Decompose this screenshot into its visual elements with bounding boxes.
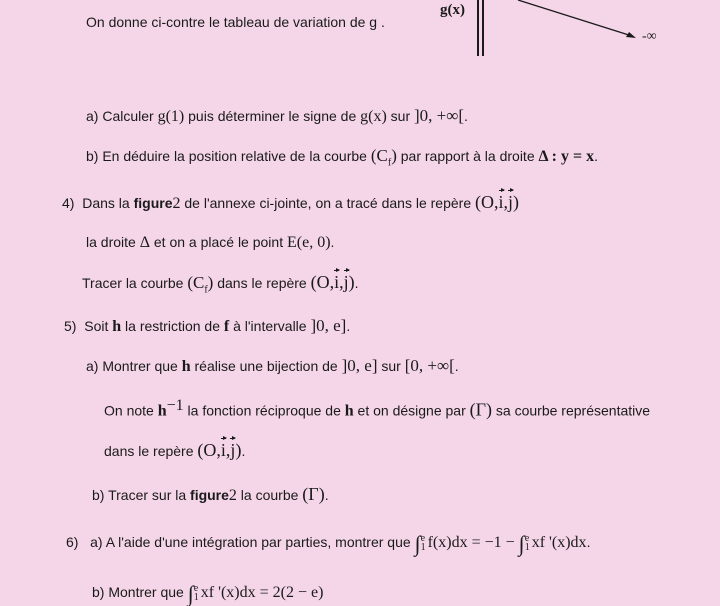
q5a-interval2: [0, +∞[ <box>404 356 455 375</box>
q5a-middle: réalise une bijection de <box>190 358 342 374</box>
q5a-prefix: a) Montrer que <box>86 358 182 374</box>
q5-rep-end: . <box>241 443 246 459</box>
question-6b <box>92 582 323 604</box>
q4-curve: (C <box>187 273 205 292</box>
q5-middle: la restriction de <box>121 318 224 334</box>
q4-delta: Δ <box>139 234 150 251</box>
q4-line2-middle: et on a placé le point <box>150 234 287 250</box>
q6b-prefix: b) Montrer que <box>92 584 188 600</box>
q5a-sur: sur <box>377 358 405 374</box>
q3b-end: . <box>594 148 598 164</box>
q5-gamma: (Γ) <box>469 399 493 420</box>
q4-line2-prefix: la droite <box>86 234 140 250</box>
question-4 <box>62 192 519 214</box>
q3b-prefix: b) En déduire la position relative de la courbe <box>86 148 371 164</box>
q5-f: f <box>223 318 230 335</box>
int-lower-1: 1 <box>420 542 426 554</box>
integral-sign-1: ∫ <box>414 531 421 556</box>
q4-middle: de l'annexe ci-jointe, on a tracé dans le repère <box>180 195 476 211</box>
q5-h: h <box>112 318 122 335</box>
variation-arrow <box>430 0 720 60</box>
q3a-sur: sur <box>386 108 415 124</box>
q5b-figure-num: 2 <box>228 487 237 504</box>
question-5 <box>64 316 350 337</box>
q5-note-prefix: On note <box>104 402 158 419</box>
q4-frame-close: ) <box>513 192 520 212</box>
q4-frame-j: j <box>508 192 514 212</box>
question-5b: b) Tracer sur la figure2 la courbe (Γ). <box>92 484 329 504</box>
q4-number: 4) <box>62 195 75 211</box>
int-upper-1: e <box>420 533 426 545</box>
q3b-curve: (C <box>370 146 388 165</box>
q3b-middle: par rapport à la droite <box>396 148 539 164</box>
q4-prefix: Dans la <box>82 195 134 211</box>
q3b-curve-sub: f <box>387 157 392 169</box>
q5-note-end: sa courbe représentative <box>492 402 651 419</box>
q3a-middle: puis déterminer le signe de <box>184 108 361 124</box>
q3b-line: Δ : y = x <box>538 148 595 165</box>
q5a-interval1: ]0, e] <box>341 356 378 375</box>
q5-note-middle: la fonction réciproque de <box>183 402 345 419</box>
intro-sentence: On donne ci-contre le tableau de variation de g . <box>86 14 385 30</box>
q3a-interval: ]0, +∞[ <box>414 106 465 125</box>
q5-hinv: h <box>157 402 167 420</box>
q3a-end: . <box>464 108 468 124</box>
q6b-formula: xf '(x)dx = 2(2 − e) <box>200 584 324 601</box>
integral-limits-1 <box>421 534 426 552</box>
question-5-repere: dans le repère (O,i,j). <box>104 440 246 460</box>
integral-sign-3: ∫ <box>187 581 194 606</box>
q5b-figure: figure <box>190 487 229 503</box>
question-3a <box>86 106 468 127</box>
q5-end: . <box>346 318 351 334</box>
q4-frame-sep: , <box>503 192 509 212</box>
q3a-gx: g(x) <box>360 108 387 125</box>
q4-frame-o: (O, <box>475 192 499 212</box>
q5b-middle: la courbe <box>236 487 303 503</box>
q4-curve-sub: f <box>204 284 208 296</box>
q3a-prefix: a) Calculer <box>86 108 158 124</box>
integral-sign-2: ∫ <box>518 531 525 556</box>
q3a-g1: g(1) <box>157 108 185 125</box>
q4-frame-i: i <box>498 192 504 212</box>
q5-prefix: Soit <box>84 318 113 334</box>
question-6a <box>66 532 590 554</box>
table-label: g(x) <box>440 2 465 18</box>
question-3b <box>86 146 598 173</box>
q5b-end: . <box>324 487 329 503</box>
variation-table <box>430 0 720 60</box>
intro-text <box>86 12 385 32</box>
q6a-end: . <box>586 534 591 550</box>
q3b-curve-close: ) <box>391 146 397 165</box>
question-5a: a) Montrer que h réalise une bijection de ]0, e] sur [0, +∞[. <box>86 356 459 375</box>
q4-line3-end: . <box>354 275 359 291</box>
q5-note-middle2: et on désigne par <box>353 402 470 419</box>
q4-figure: figure <box>133 195 173 211</box>
q5-hinv-sup: −1 <box>166 397 184 414</box>
q6-number: 6) <box>66 534 79 550</box>
q5-rep-prefix: dans le repère <box>104 443 198 459</box>
q5b-prefix: b) Tracer sur la <box>92 487 191 503</box>
q5-interval: ]0, e] <box>310 316 347 335</box>
q4-line3-prefix: Tracer la courbe <box>82 275 188 291</box>
q4-line2-end: . <box>330 234 335 250</box>
question-4-line3: Tracer la courbe $(C_f)$ dans le repère (O,i,j). <box>82 272 359 296</box>
integral-limits-3: e 1 <box>193 583 199 604</box>
q5a-end: . <box>454 358 459 374</box>
q4-figure-num: 2 <box>172 195 181 212</box>
q6a-formula-right: xf '(x)dx <box>531 534 587 551</box>
q5-number: 5) <box>64 318 77 334</box>
q6a-prefix: a) A l'aide d'une intégration par parties, montrer que <box>90 534 415 550</box>
table-limit: -∞ <box>642 29 657 44</box>
integral-limits-2: e 1 <box>524 533 530 554</box>
question-5-note: On note $h^{-1}$ la fonction réciproque de h et on désigne par (Γ) sa courbe représentative <box>104 397 651 420</box>
q5-middle2: à l'intervalle <box>229 318 311 334</box>
question-4-line2 <box>86 232 334 253</box>
q4-line3-middle: dans le repère <box>213 275 311 291</box>
q6a-formula-left: f(x)dx = −1 − <box>427 534 519 551</box>
q4-point: E(e, 0) <box>287 234 331 251</box>
q4-curve-close: ) <box>207 273 214 292</box>
